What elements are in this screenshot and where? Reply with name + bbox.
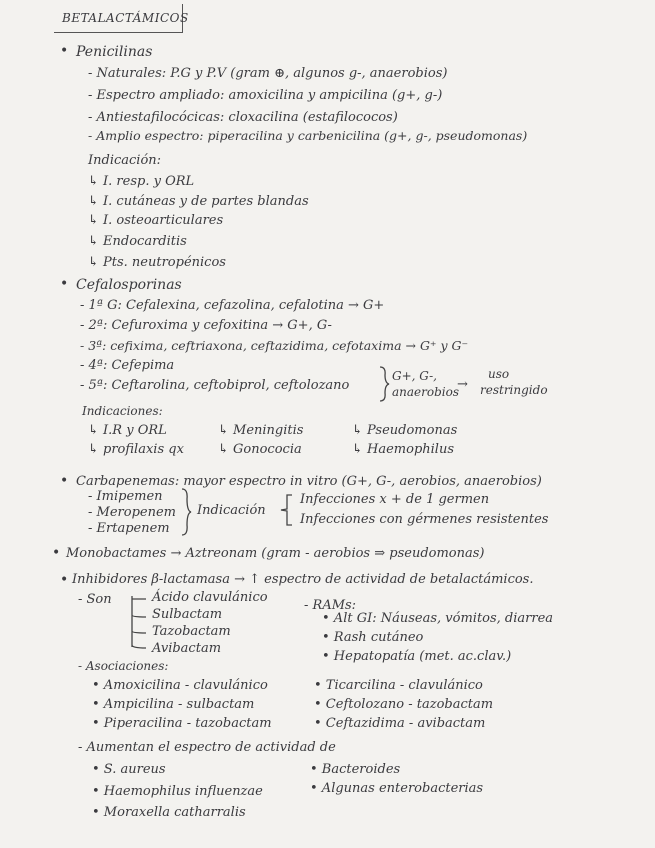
indicacion-item: ↳ Pts. neutropénicos — [88, 255, 226, 270]
cefalosporinas-heading: Cefalosporinas — [76, 277, 182, 293]
indicacion-item: ↳ profilaxis qx — [88, 442, 184, 457]
inhibidor-item: Avibactam — [152, 641, 222, 656]
bullet-dot: • — [52, 545, 61, 561]
penicilinas-heading: Penicilinas — [76, 44, 153, 60]
indicacion-heading: Indicación: — [88, 153, 162, 168]
indicacion-item: ↳ I. cutáneas y de partes blandas — [88, 194, 309, 209]
indicacion-label: Indicación — [197, 503, 266, 518]
monobactames-line: Monobactames → Aztreonam (gram - aerobios ⇒ pseudomonas) — [66, 546, 485, 561]
rams-heading: - RAMs: — [304, 598, 357, 613]
bracket-icon — [280, 494, 294, 526]
rams-item: • Rash cutáneo — [322, 630, 424, 645]
penicilina-item: - Espectro ampliado: amoxicilina y ampicilina (g+, g-) — [88, 88, 443, 103]
indicacion-item: ↳ Haemophilus — [352, 442, 455, 457]
indicacion-item: ↳ Endocarditis — [88, 234, 187, 249]
indicacion-item: ↳ Gonococia — [218, 442, 302, 457]
cef-gen-item: - 2ª: Cefuroxima y cefoxitina → G+, G- — [80, 318, 332, 333]
bullet-dot: • — [60, 572, 69, 588]
bullet-dot: • — [60, 43, 69, 59]
title-box — [54, 4, 189, 33]
inhibidor-item: Sulbactam — [152, 607, 223, 622]
uso-restringido: restringido — [480, 383, 548, 397]
cef-gen-item: - 4ª: Cefepima — [80, 358, 175, 373]
indicacion-item: ↳ Meningitis — [218, 423, 304, 438]
aumentan-item: • S. aureus — [92, 762, 166, 777]
indicaciones-heading: Indicaciones: — [82, 404, 163, 418]
asociacion-item: • Ticarcilina - clavulánico — [314, 678, 483, 693]
aumentan-heading: - Aumentan el espectro de actividad de — [78, 740, 336, 755]
brace-icon — [378, 366, 390, 402]
indicacion-item: ↳ Pseudomonas — [352, 423, 458, 438]
asociacion-item: • Ceftolozano - tazobactam — [314, 697, 494, 712]
aumentan-item: • Haemophilus influenzae — [92, 784, 263, 799]
penicilina-item: - Naturales: P.G y P.V (gram ⊕, algunos g-, anaerobios) — [88, 66, 448, 81]
page-title: BETALACTÁMICOS — [62, 11, 189, 25]
carbapenemas-heading: Carbapenemas: mayor espectro in vitro (G+, G-, aerobios, anaerobios) — [76, 474, 542, 489]
indicacion-item: ↳ I. osteoarticulares — [88, 213, 224, 228]
aumentan-item: • Bacteroides — [310, 762, 401, 777]
son-label: - Son — [78, 592, 112, 607]
bullet-dot: • — [60, 473, 69, 489]
gen5-note: anaerobios — [392, 385, 460, 399]
inhibidor-item: Ácido clavulánico — [152, 590, 268, 605]
carba-indicacion: Infecciones con gérmenes resistentes — [300, 512, 549, 527]
asociaciones-heading: - Asociaciones: — [78, 659, 169, 673]
penicilina-item: - Antiestafilocócicas: cloxacilina (estafilococos) — [88, 110, 398, 125]
inhibidor-item: Tazobactam — [152, 624, 231, 639]
carba-drug: - Ertapenem — [88, 521, 170, 536]
aumentan-item: • Algunas enterobacterias — [310, 781, 484, 796]
cef-gen-item: - 3ª: cefixima, ceftriaxona, ceftazidima, cefotaxima → G⁺ y G⁻ — [80, 338, 469, 353]
rams-item: • Hepatopatía (met. ac.clav.) — [322, 649, 512, 664]
asociacion-item: • Piperacilina - tazobactam — [92, 716, 272, 731]
uso-restringido: uso — [488, 367, 510, 381]
indicacion-item: ↳ I. resp. y ORL — [88, 174, 195, 189]
carba-drug: - Meropenem — [88, 505, 176, 520]
asociacion-item: • Ceftazidima - avibactam — [314, 716, 486, 731]
brace-icon — [180, 488, 192, 536]
rams-item: • Alt GI: Náuseas, vómitos, diarrea — [322, 611, 554, 626]
cef-gen-item: - 1ª G: Cefalexina, cefazolina, cefalotina → G+ — [80, 298, 385, 313]
inhibidores-heading: Inhibidores β-lactamasa → ↑ espectro de actividad de betalactámicos. — [72, 572, 534, 587]
asociacion-item: • Amoxicilina - clavulánico — [92, 678, 268, 693]
cef-gen-item: - 5ª: Ceftarolina, ceftobiprol, ceftolozano — [80, 378, 350, 393]
branch-arrows-icon — [128, 595, 150, 653]
arrow: → — [457, 377, 468, 392]
carba-indicacion: Infecciones x + de 1 germen — [300, 492, 490, 507]
gen5-note: G+, G-, — [392, 369, 437, 383]
asociacion-item: • Ampicilina - sulbactam — [92, 697, 255, 712]
aumentan-item: • Moraxella catharralis — [92, 805, 246, 820]
carba-drug: - Imipemen — [88, 489, 163, 504]
penicilina-item: - Amplio espectro: piperacilina y carbenicilina (g+, g-, pseudomonas) — [88, 128, 528, 143]
bullet-dot: • — [60, 276, 69, 292]
indicacion-item: ↳ I.R y ORL — [88, 423, 167, 438]
